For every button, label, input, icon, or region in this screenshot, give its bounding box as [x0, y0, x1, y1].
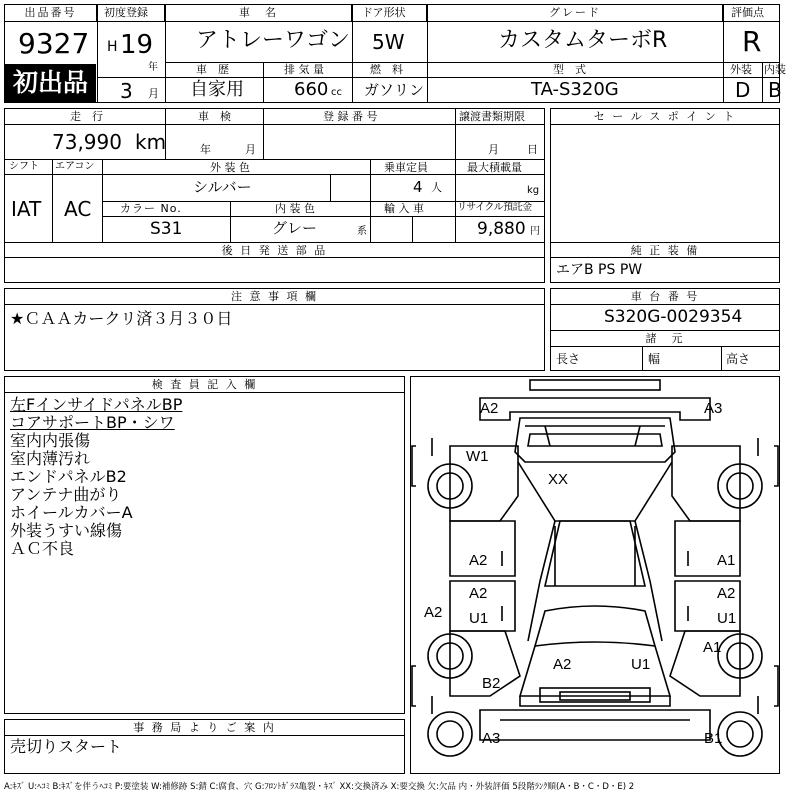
divider — [330, 174, 331, 201]
divider — [550, 124, 780, 125]
exterior-grade-label: 外装 — [730, 63, 752, 76]
inspector-line-5: エンドパネルB2 — [10, 467, 127, 486]
damage-mark-rear-bumper-left: A3 — [482, 730, 501, 747]
chassis-number: S320G-0029354 — [604, 307, 743, 327]
damage-mark-rear-door-left-2: U1 — [469, 610, 489, 627]
office-text: 売切りスタート — [10, 737, 123, 756]
divider — [762, 62, 763, 102]
color-number: S31 — [150, 219, 183, 239]
divider — [427, 62, 428, 102]
damage-mark-quarter-left: A2 — [424, 604, 443, 621]
divider — [550, 242, 780, 243]
displacement: 660 — [294, 79, 329, 100]
inspector-line-1: 左FインサイドパネルBP — [10, 395, 183, 414]
equipment-value: エアB PS PW — [556, 262, 643, 278]
exterior-grade: D — [735, 78, 751, 102]
first-listing-badge: 初出品 — [5, 64, 96, 102]
divider — [263, 62, 264, 102]
damage-mark-front-left: A2 — [480, 400, 499, 417]
divider — [52, 159, 53, 242]
transfer-day-unit: 日 — [527, 143, 538, 156]
import-label: 輸 入 車 — [384, 202, 424, 215]
mileage: 73,990 — [52, 130, 122, 154]
transfer-month-unit: 月 — [488, 143, 499, 156]
divider — [4, 159, 545, 160]
divider — [4, 174, 545, 175]
registration-month: 3 — [120, 79, 133, 103]
damage-mark-rear-bumper-right: B1 — [704, 730, 723, 747]
door-label: ドア形状 — [362, 6, 406, 19]
color-no-label: カラー No. — [120, 202, 182, 215]
exterior-color-label: 外 装 色 — [210, 161, 250, 174]
damage-mark-quarter-right: A1 — [703, 639, 722, 656]
recycle-label: リサイクル預託金 — [457, 202, 532, 213]
divider — [97, 4, 98, 102]
exterior-color: シルバー — [193, 178, 252, 196]
displacement-unit: cc — [331, 87, 342, 98]
capacity-unit: 人 — [431, 181, 442, 194]
divider — [412, 216, 413, 242]
notes-text: ★ＣＡＡカークリ済３月３０日 — [10, 309, 233, 328]
divider — [4, 257, 545, 258]
divider — [165, 62, 780, 63]
recycle-fee: 9,880 — [477, 219, 526, 239]
grade-label: グレード — [549, 6, 601, 19]
divider — [455, 108, 456, 159]
length-label: 長さ — [556, 352, 581, 366]
divider — [4, 242, 545, 243]
capacity: 4 — [413, 178, 423, 196]
damage-mark-front-door-right: A1 — [717, 552, 736, 569]
damage-mark-front-right: A3 — [704, 400, 723, 417]
capacity-label: 乗車定員 — [384, 161, 428, 174]
divider — [4, 392, 405, 393]
inspector-line-7: ホイールカバーA — [10, 503, 133, 522]
month-unit: 月 — [148, 87, 159, 100]
inspector-line-9: ＡＣ不良 — [10, 539, 75, 558]
sales-points-label: セ ー ル ス ポ イ ン ト — [593, 110, 737, 123]
divider — [550, 257, 780, 258]
fuel-label: 燃 料 — [370, 63, 403, 76]
damage-mark-roof-left: A2 — [553, 656, 572, 673]
later-parts-label: 後 日 発 送 部 品 — [221, 244, 328, 257]
damage-mark-fender-left: W1 — [466, 448, 489, 465]
interior-color: グレー — [272, 219, 318, 237]
history-label: 車 歴 — [196, 63, 229, 76]
mileage-label: 走 行 — [70, 110, 103, 123]
recycle-unit: 円 — [530, 226, 540, 237]
lot-number: 9327 — [18, 27, 90, 60]
damage-mark-hood: XX — [548, 471, 569, 488]
divider — [230, 201, 231, 242]
damage-mark-rear-door-right-1: A2 — [717, 585, 736, 602]
air-conditioner: AC — [64, 197, 92, 221]
interior-color-unit: 系 — [357, 226, 367, 237]
era: H — [107, 39, 118, 55]
interior-grade: B — [768, 78, 782, 102]
damage-mark-rear-door-left-1: A2 — [469, 585, 488, 602]
interior-color-label: 内 装 色 — [275, 202, 315, 215]
divider — [4, 124, 545, 125]
chassis-label: 車 台 番 号 — [630, 290, 700, 303]
transfer-doc-label: 譲渡書類期限 — [459, 110, 525, 123]
inspector-line-8: 外装うすい線傷 — [10, 521, 123, 540]
width-label: 幅 — [648, 352, 661, 366]
score-label: 評価点 — [731, 6, 764, 19]
mileage-unit: km — [135, 130, 167, 154]
divider — [721, 346, 722, 371]
inspection-year-unit: 年 — [200, 143, 211, 156]
notes-label: 注 意 事 項 欄 — [231, 290, 318, 303]
model-code: TA-S320G — [531, 79, 619, 100]
divider — [550, 304, 780, 305]
grade: カスタムターボR — [498, 28, 668, 53]
lot-number-label: 出品番号 — [24, 6, 77, 19]
registration-year: 19 — [120, 30, 154, 60]
vehicle-name: アトレーワゴン — [196, 28, 351, 53]
inspection-label: 車 検 — [198, 110, 231, 123]
inspection-month-unit: 月 — [245, 143, 256, 156]
damage-mark-roof-right: U1 — [631, 656, 651, 673]
height-label: 高さ — [726, 352, 751, 366]
equipment-label: 純 正 装 備 — [630, 244, 700, 257]
inspector-line-4: 室内薄汚れ — [10, 449, 91, 468]
office-label: 事 務 局 よ り ご 案 内 — [133, 721, 276, 734]
first-registration-label: 初度登録 — [104, 6, 148, 19]
dims-label: 諸 元 — [645, 332, 685, 345]
shift-label: シフト — [9, 161, 39, 172]
inspector-label: 検 査 員 記 入 欄 — [151, 378, 258, 391]
fuel: ガソリン — [364, 81, 425, 99]
damage-mark-front-door-left: A2 — [469, 552, 488, 569]
registration-number-label: 登 録 番 号 — [323, 110, 378, 123]
displacement-label: 排 気 量 — [284, 63, 324, 76]
divider — [97, 77, 780, 78]
damage-mark-rear-left: B2 — [482, 675, 501, 692]
divider — [352, 62, 353, 102]
divider — [263, 108, 264, 159]
inspector-line-6: アンテナ曲がり — [10, 485, 122, 504]
ac-label: エアコン — [55, 161, 95, 172]
divider — [550, 346, 780, 347]
load-unit: kg — [527, 185, 540, 196]
score: R — [742, 25, 762, 58]
damage-mark-rear-door-right-2: U1 — [717, 610, 737, 627]
load-label: 最大積載量 — [467, 161, 522, 174]
damage-legend: A:ｷｽﾞ U:ﾍｺﾐ B:ｷｽﾞを伴うﾍｺﾐ P:要塗装 W:補修跡 S:錆 C:腐食、穴 G:ﾌﾛﾝﾄｶﾞﾗｽ亀裂・ｷｽﾞ XX:交換済み X:要交換 欠:欠品 内・外装評価 5段階ﾗﾝｸ順(A・B・C・D・E) 2 — [4, 782, 635, 792]
inspector-line-3: 室内内張傷 — [10, 431, 91, 450]
divider — [642, 346, 643, 371]
door-type: 5W — [372, 30, 405, 54]
divider — [4, 304, 545, 305]
divider — [550, 330, 780, 331]
car-body-diagram — [410, 376, 780, 774]
shift: IAT — [11, 197, 42, 221]
model-code-label: 型 式 — [553, 63, 586, 76]
inspector-line-2: コアサポートBP・シワ — [10, 413, 175, 432]
interior-grade-label: 内装 — [764, 63, 786, 76]
divider — [102, 216, 545, 217]
divider — [352, 4, 353, 62]
vehicle-name-label: 車 名 — [239, 6, 278, 19]
divider — [4, 735, 405, 736]
year-unit: 年 — [148, 62, 158, 73]
history: 自家用 — [190, 79, 244, 100]
